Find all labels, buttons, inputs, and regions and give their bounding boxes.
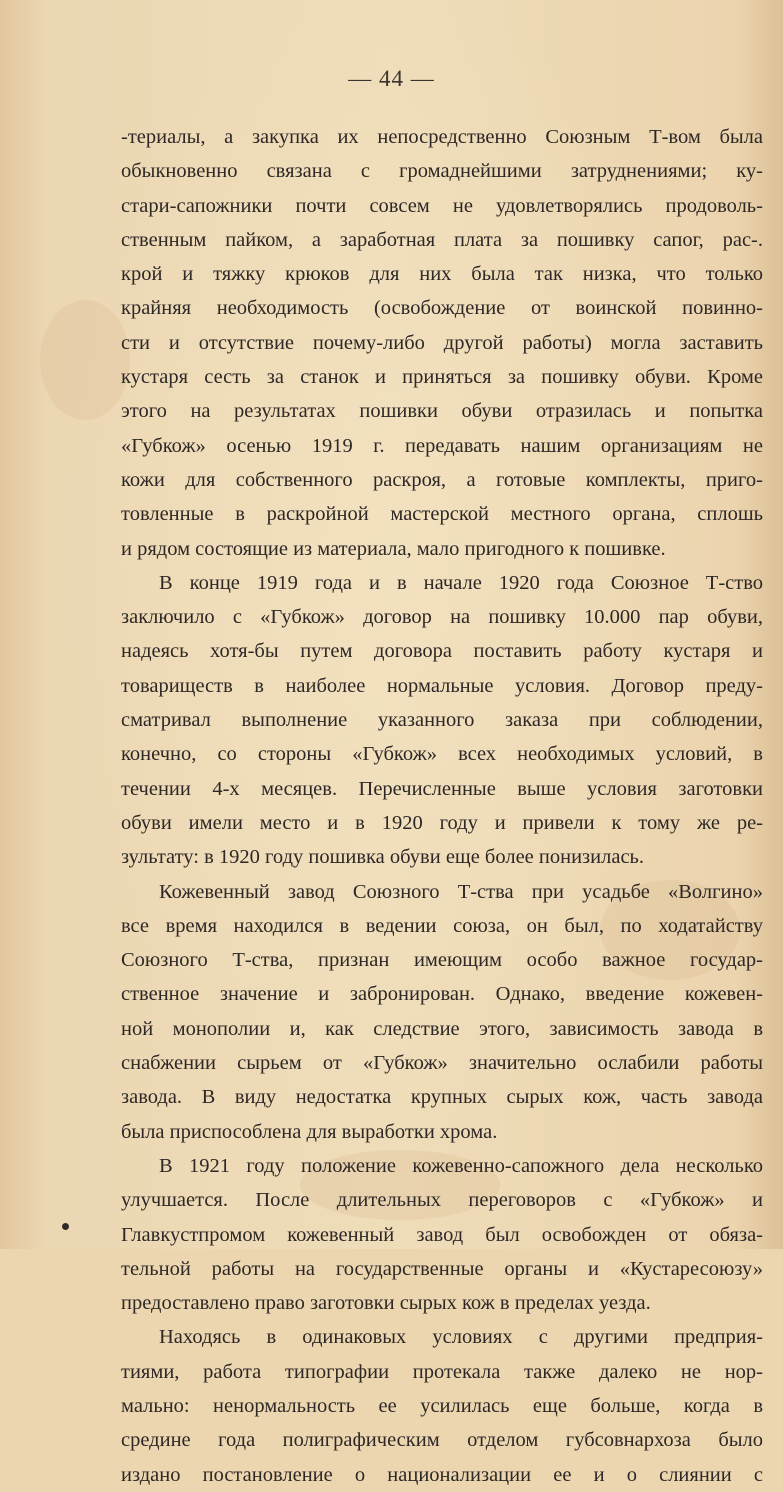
text-line: стари-сапожники почти совсем не удовлетворялись продоволь- bbox=[121, 194, 763, 217]
text-line: товариществ в наиболее нормальные условия. Договор преду- bbox=[121, 674, 763, 697]
text-line: снабжении сырьем от «Губкож» значительно ослабили работы bbox=[121, 1052, 763, 1075]
text-line: кустаря сесть за станок и приняться за пошивку обуви. Кроме bbox=[121, 366, 763, 389]
page-number: — 44 — bbox=[348, 66, 435, 91]
text-line: обыкновенно связана с громаднейшими затруднениями; ку- bbox=[121, 160, 763, 183]
text-line: обуви имели место и в 1920 году и привели к тому же ре- bbox=[121, 811, 763, 834]
text-line: ственное значение и забронирован. Однако, введение кожевен- bbox=[121, 983, 763, 1006]
text-line: все время находился в ведении союза, он был, по ходатайству bbox=[121, 914, 763, 937]
text-line: конечно, со стороны «Губкож» всех необходимых условий, в bbox=[121, 743, 763, 766]
text-line: Находясь в одинаковых условиях с другими предприя- bbox=[159, 1326, 763, 1349]
text-line: завода. В виду недостатка крупных сырых кож, часть завода bbox=[121, 1086, 763, 1109]
text-line: предоставлено право заготовки сырых кож в пределах уезда. bbox=[121, 1292, 651, 1315]
ink-spot bbox=[62, 1223, 69, 1230]
text-line: и рядом состоящие из материала, мало пригодного к пошивке. bbox=[121, 537, 666, 560]
text-line: улучшается. После длительных переговоров с «Губкож» и bbox=[121, 1189, 763, 1212]
text-line: ственным пайком, а заработная плата за пошивку сапог, рас-. bbox=[121, 228, 763, 251]
text-line: кожи для собственного раскроя, а готовые комплекты, приго- bbox=[121, 468, 763, 491]
text-line: была приспособлена для выработки хрома. bbox=[121, 1120, 498, 1143]
text-line: крайняя необходимость (освобождение от воинской повинно- bbox=[121, 297, 763, 320]
text-line: тельной работы на государственные органы и «Кустаресоюзу» bbox=[121, 1257, 763, 1280]
text-line: «Губкож» осенью 1919 г. передавать нашим организациям не bbox=[121, 434, 763, 457]
body-text bbox=[121, 120, 763, 1492]
text-line: В 1921 году положение кожевенно-сапожного дела несколько bbox=[159, 1154, 763, 1177]
text-line: средине года полиграфическим отделом губсовнархоза было bbox=[121, 1429, 763, 1452]
text-line: Кожевенный завод Союзного Т-ства при усадьбе «Волгино» bbox=[159, 880, 763, 903]
text-line: сти и отсутствие почему-либо другой работы) могла заставить bbox=[121, 331, 763, 354]
text-line: крой и тяжку крюков для них была так низка, что только bbox=[121, 263, 763, 286]
text-line: тиями, работа типографии протекала также далеко не нор- bbox=[121, 1360, 763, 1383]
paper-stain bbox=[40, 300, 130, 420]
text-line: течении 4-х месяцев. Перечисленные выше условия заготовки bbox=[121, 777, 763, 800]
text-line: сматривал выполнение указанного заказа при соблюдении, bbox=[121, 709, 763, 732]
text-line: товленные в раскройной мастерской местного органа, сплошь bbox=[121, 503, 763, 526]
text-line: Союзного Т-ства, признан имеющим особо важное государ- bbox=[121, 949, 763, 972]
text-line: Главкустпромом кожевенный завод был освобожден от обяза- bbox=[121, 1223, 763, 1246]
text-line: -териалы, а закупка их непосредственно Союзным Т-вом была bbox=[121, 126, 763, 148]
text-line: мально: ненормальность ее усилилась еще больше, когда в bbox=[121, 1394, 763, 1417]
text-line: ной монополии и, как следствие этого, зависимость завода в bbox=[121, 1017, 763, 1040]
text-line: этого на результатах пошивки обуви отразилась и попытка bbox=[121, 400, 763, 423]
text-line: заключило с «Губкож» договор на пошивку 10.000 пар обуви, bbox=[121, 606, 763, 629]
text-line: В конце 1919 года и в начале 1920 года Союзное Т-ство bbox=[159, 571, 763, 594]
text-line: надеясь хотя-бы путем договора поставить работу кустаря и bbox=[121, 640, 763, 663]
text-line: зультату: в 1920 году пошивка обуви еще более понизилась. bbox=[121, 846, 645, 869]
text-line: издано постановление о национализации ее и о слиянии с bbox=[121, 1463, 763, 1486]
